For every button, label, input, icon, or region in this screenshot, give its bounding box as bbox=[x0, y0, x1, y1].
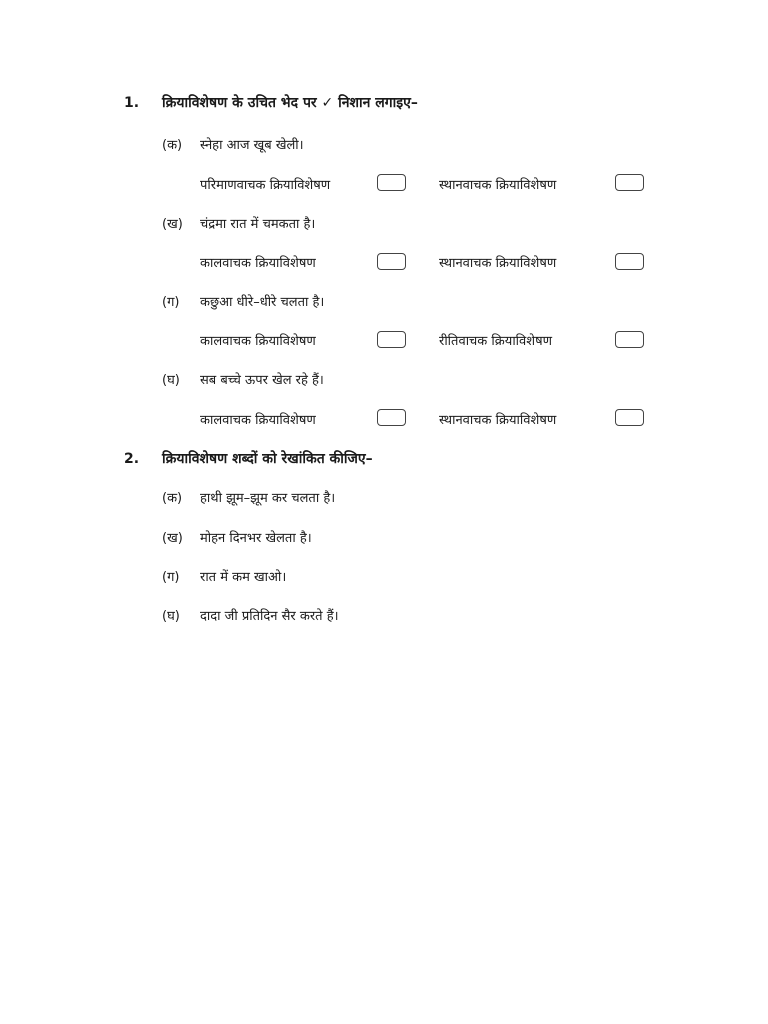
q1-item-option-1-label: कालवाचक क्रियाविशेषण bbox=[200, 334, 316, 349]
q1-item-option-1-label: परिमाणवाचक क्रियाविशेषण bbox=[200, 178, 331, 193]
q2-item-sentence: हाथी झूम–झूम कर चलता है। bbox=[200, 491, 336, 506]
q1-item-sentence: स्नेहा आज खूब खेली। bbox=[200, 138, 304, 153]
q1-item-label: (ग) bbox=[162, 295, 180, 310]
q1-item-sentence: सब बच्चे ऊपर खेल रहे हैं। bbox=[200, 373, 324, 388]
q2-item-sentence: दादा जी प्रतिदिन सैर करते हैं। bbox=[200, 609, 339, 624]
q1-item-option-1-checkbox[interactable] bbox=[377, 331, 406, 348]
q1-item-option-1-label: कालवाचक क्रियाविशेषण bbox=[200, 256, 316, 271]
q2-item-label: (ख) bbox=[162, 531, 183, 546]
q2-item-label: (क) bbox=[162, 491, 183, 506]
q1-item-label: (क) bbox=[162, 138, 183, 153]
q2-item-label: (घ) bbox=[162, 609, 180, 624]
q2-item-label: (ग) bbox=[162, 570, 180, 585]
q1-item-label: (ख) bbox=[162, 217, 183, 232]
q1-item-label: (घ) bbox=[162, 373, 180, 388]
q2-item-sentence: रात में कम खाओ। bbox=[200, 570, 287, 585]
q1-item-option-2-checkbox[interactable] bbox=[615, 409, 644, 426]
q1-item-option-2-checkbox[interactable] bbox=[615, 174, 644, 191]
q1-item-option-1-label: कालवाचक क्रियाविशेषण bbox=[200, 413, 316, 428]
q1-item-option-2-checkbox[interactable] bbox=[615, 331, 644, 348]
question-1-number: 1. bbox=[124, 95, 140, 111]
q1-item-option-1-checkbox[interactable] bbox=[377, 409, 406, 426]
q1-item-option-2-label: स्थानवाचक क्रियाविशेषण bbox=[439, 256, 557, 271]
q1-item-option-2-checkbox[interactable] bbox=[615, 253, 644, 270]
q1-item-option-2-label: रीतिवाचक क्रियाविशेषण bbox=[439, 334, 553, 349]
q1-item-sentence: चंद्रमा रात में चमकता है। bbox=[200, 217, 316, 232]
question-2-number: 2. bbox=[124, 451, 140, 467]
question-1-text: क्रियाविशेषण के उचित भेद पर ✓ निशान लगाइए– bbox=[162, 95, 418, 111]
q1-item-option-1-checkbox[interactable] bbox=[377, 174, 406, 191]
q2-item-sentence: मोहन दिनभर खेलता है। bbox=[200, 531, 312, 546]
q1-item-sentence: कछुआ धीरे–धीरे चलता है। bbox=[200, 295, 325, 310]
q1-item-option-1-checkbox[interactable] bbox=[377, 253, 406, 270]
q1-item-option-2-label: स्थानवाचक क्रियाविशेषण bbox=[439, 178, 557, 193]
question-2-text: क्रियाविशेषण शब्दों को रेखांकित कीजिए– bbox=[162, 451, 373, 467]
q1-item-option-2-label: स्थानवाचक क्रियाविशेषण bbox=[439, 413, 557, 428]
